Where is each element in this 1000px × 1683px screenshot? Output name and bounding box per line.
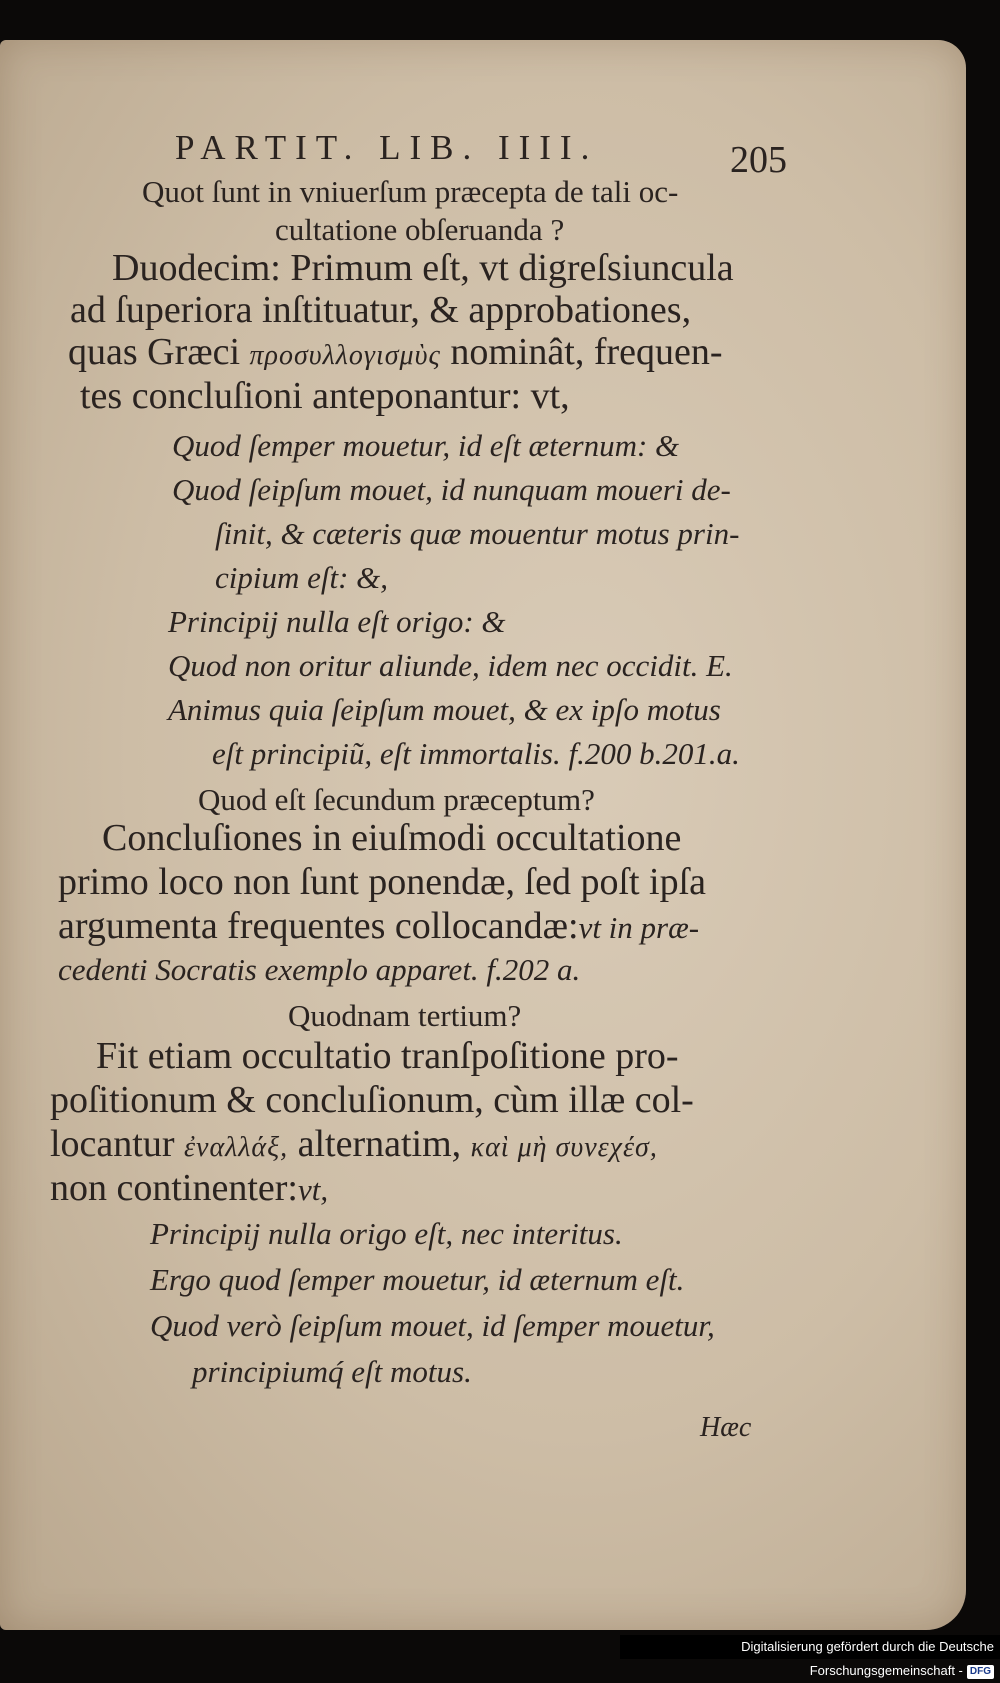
example-1-line-7: Animus quia ſeipſum mouet, & ex ipſo motus [168, 692, 721, 727]
answer-3-line-1: Fit etiam occultatio tranſpoſitione pro- [96, 1035, 679, 1077]
question-2: Quod eſt ſecundum præceptum? [198, 782, 595, 817]
answer-3-line-4-start: non continenter: [50, 1167, 298, 1209]
answer-1-line-3-start: quas Græci [68, 331, 241, 373]
dfg-logo: DFG [967, 1665, 994, 1679]
question-1-line-2: cultatione obſeruanda ? [275, 212, 565, 247]
page-number: 205 [730, 139, 787, 181]
answer-3-line-2: poſitionum & concluſionum, cùm illæ col- [50, 1079, 694, 1121]
answer-2-line-1: Concluſiones in eiuſmodi occultatione [102, 817, 682, 859]
answer-1-line-2: ad ſuperiora inſtituatur, & approbationes, [70, 289, 692, 331]
answer-2-line-3 [58, 904, 699, 948]
answer-3-line-4 [50, 1166, 328, 1210]
answer-2-line-3-italic: vt in præ- [578, 910, 700, 945]
example-1-line-8: eſt principiũ, eſt immortalis. f.200 b.201.a. [212, 736, 740, 771]
answer-3-line-3-middle: alternatim, [297, 1123, 462, 1165]
digitization-credit-bar [620, 1635, 1000, 1678]
answer-3-line-4-italic: vt, [297, 1172, 329, 1207]
answer-1-line-3-end: nominât, frequen- [450, 331, 723, 373]
catchword: Hæc [700, 1412, 752, 1443]
example-2-line-4: principiumq́ eſt motus. [192, 1354, 472, 1389]
example-1-line-1: Quod ſemper mouetur, id eſt æternum: & [172, 428, 680, 463]
running-title: PARTIT. LIB. IIII. [175, 128, 599, 167]
answer-2-line-3-start: argumenta frequentes collocandæ: [58, 905, 579, 947]
example-2-line-1: Principij nulla origo eſt, nec interitus. [150, 1216, 623, 1251]
greek-term-synecheis: καὶ μὴ συνεχέσ, [470, 1132, 658, 1163]
greek-term-enallax: ἐναλλάξ, [184, 1132, 289, 1163]
question-3: Quodnam tertium? [288, 998, 522, 1033]
answer-3-line-3-start: locantur [50, 1123, 175, 1165]
digitization-credit: Digitalisierung gefördert durch die Deutsche Forschungsgemeinschaft - [741, 1639, 994, 1678]
question-1-line-1: Quot ſunt in vniuerſum præcepta de tali oc- [142, 174, 679, 209]
book-page [0, 40, 966, 1630]
example-1-line-6: Quod non oritur aliunde, idem nec occidit. E. [168, 648, 733, 683]
example-1-line-4: cipium eſt: &, [215, 560, 389, 595]
example-2-line-3: Quod verò ſeipſum mouet, id ſemper mouetur, [150, 1308, 715, 1343]
example-1-line-5: Principij nulla eſt origo: & [168, 604, 506, 639]
answer-1-line-1: Duodecim: Primum eſt, vt digreſsiuncula [112, 247, 734, 289]
answer-2-line-2: primo loco non ſunt ponendæ, ſed poſt ipſa [58, 861, 707, 903]
answer-1-line-4: tes concluſioni anteponantur: vt, [80, 375, 570, 417]
example-2-line-2: Ergo quod ſemper mouetur, id æternum eſt. [150, 1262, 685, 1297]
example-1-line-2: Quod ſeipſum mouet, id nunquam moueri de- [172, 472, 731, 507]
answer-2-line-4: cedenti Socratis exemplo apparet. f.202 a. [58, 952, 581, 987]
greek-term: προσυλλογισμὺς [249, 340, 441, 371]
example-1-line-3: ſinit, & cæteris quæ mouentur motus prin- [215, 516, 740, 551]
answer-1-line-3 [68, 330, 723, 374]
answer-3-line-3 [50, 1122, 658, 1166]
